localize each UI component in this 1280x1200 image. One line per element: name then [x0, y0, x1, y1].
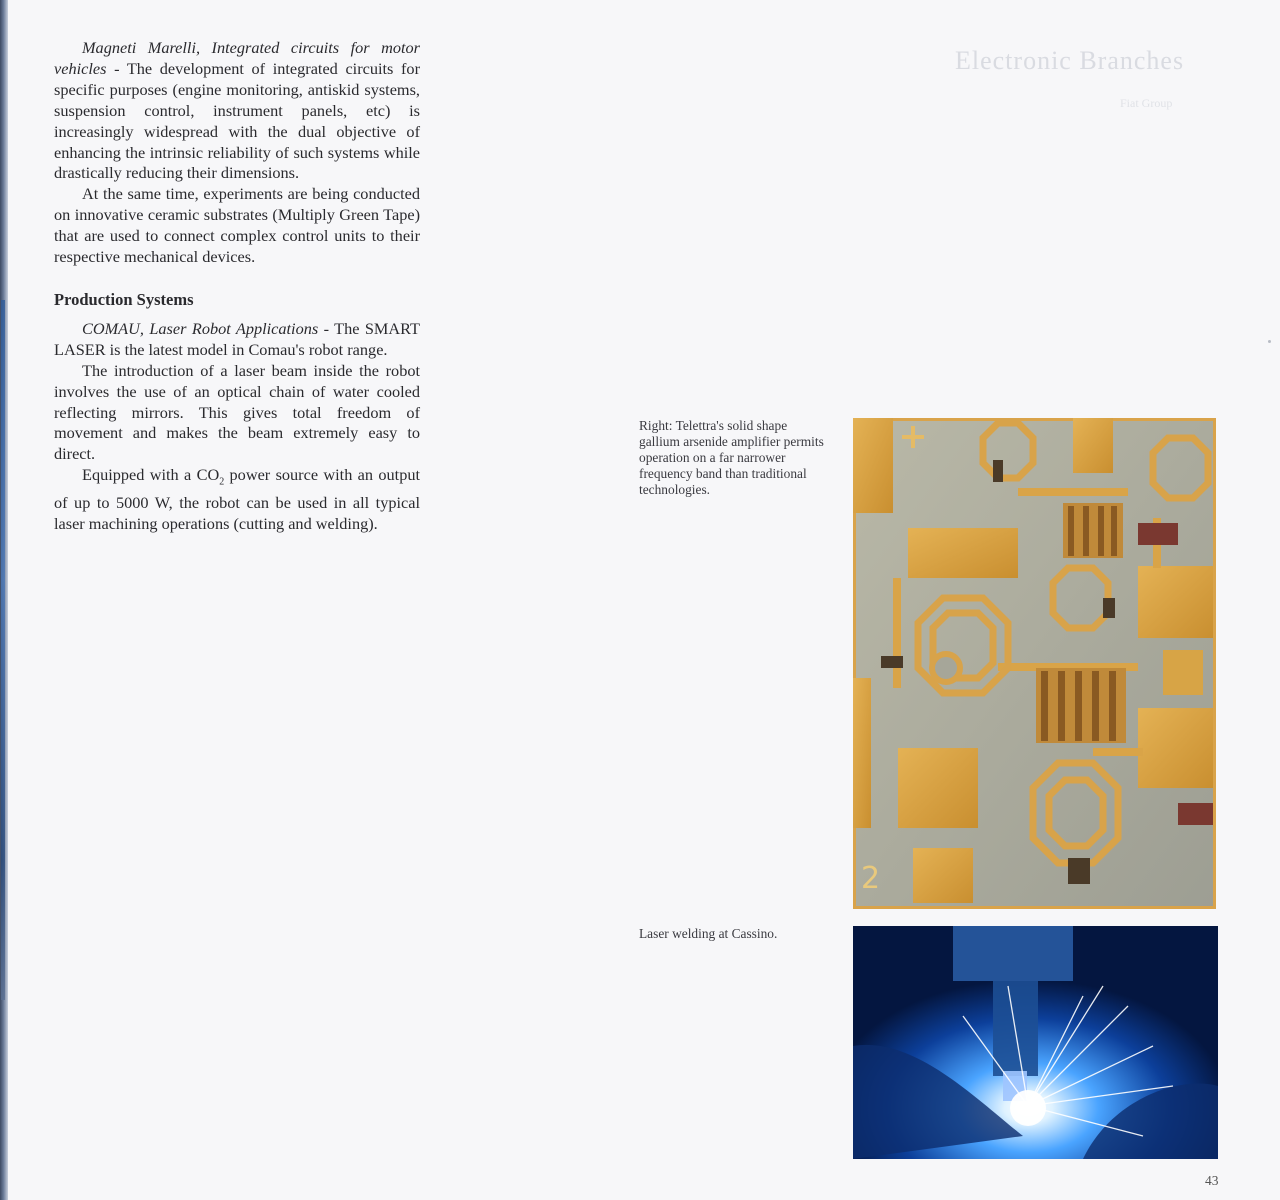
- paragraph-ceramic-substrates: At the same time, experiments are being conducted on innovative ceramic substrates (Multiply Green Tape) that are used to connect complex control units to their respective mechanical devices.: [54, 184, 420, 267]
- article-column: [54, 38, 420, 535]
- italic-lead: COMAU, Laser Robot Applications: [82, 318, 319, 338]
- chip-numeral: 2: [861, 861, 881, 896]
- italic-lead: Magneti Marelli, Integrated circuits for motor vehicles: [54, 38, 420, 78]
- circuit-caption: Right: Telettra's solid shape gallium arsenide amplifier permits operation on a far narrower frequency band than traditional technologies.: [639, 418, 824, 497]
- paragraph-co2-source: Equipped with a $CO_2$ power source with an output of up to 5000 W, the robot can be used in all typical laser machining operations (cutting and welding).: [54, 465, 420, 534]
- paragraph-comau: [54, 319, 420, 361]
- print-speck: [1268, 340, 1271, 343]
- show-through-subtitle: Fiat Group: [1120, 96, 1173, 110]
- paragraph-laser-beam: The introduction of a laser beam inside the robot involves the use of an optical chain of water cooled reflecting mirrors. This gives total freedom of movement and makes the beam extremely easy to direct.: [54, 360, 420, 464]
- laser-welding-image: [853, 926, 1218, 1159]
- show-through-title: Electronic Branches: [955, 46, 1185, 75]
- circuit-photo: [853, 418, 1216, 909]
- welding-caption: Laser welding at Cassino.: [639, 926, 778, 941]
- section-heading: Production Systems: [54, 289, 194, 309]
- page-number: 43: [1205, 1173, 1219, 1188]
- subscript: 2: [219, 476, 225, 488]
- paragraph-magneti-marelli: [54, 38, 420, 184]
- paragraph-body: - The development of integrated circuits for specific purposes (engine monitoring, antiskid systems, suspension control, instrument panels, etc) is increasingly widespread with the dual objective of enhancing the intrinsic reliability of such systems while drastically reducing their dimensions.: [54, 58, 420, 183]
- binding-edge: [0, 0, 8, 1200]
- amplifier-chip-image: [853, 418, 1216, 909]
- welding-photo: [853, 926, 1218, 1159]
- paragraph-body: - The SMART LASER is the latest model in Comau's robot range.: [54, 318, 420, 359]
